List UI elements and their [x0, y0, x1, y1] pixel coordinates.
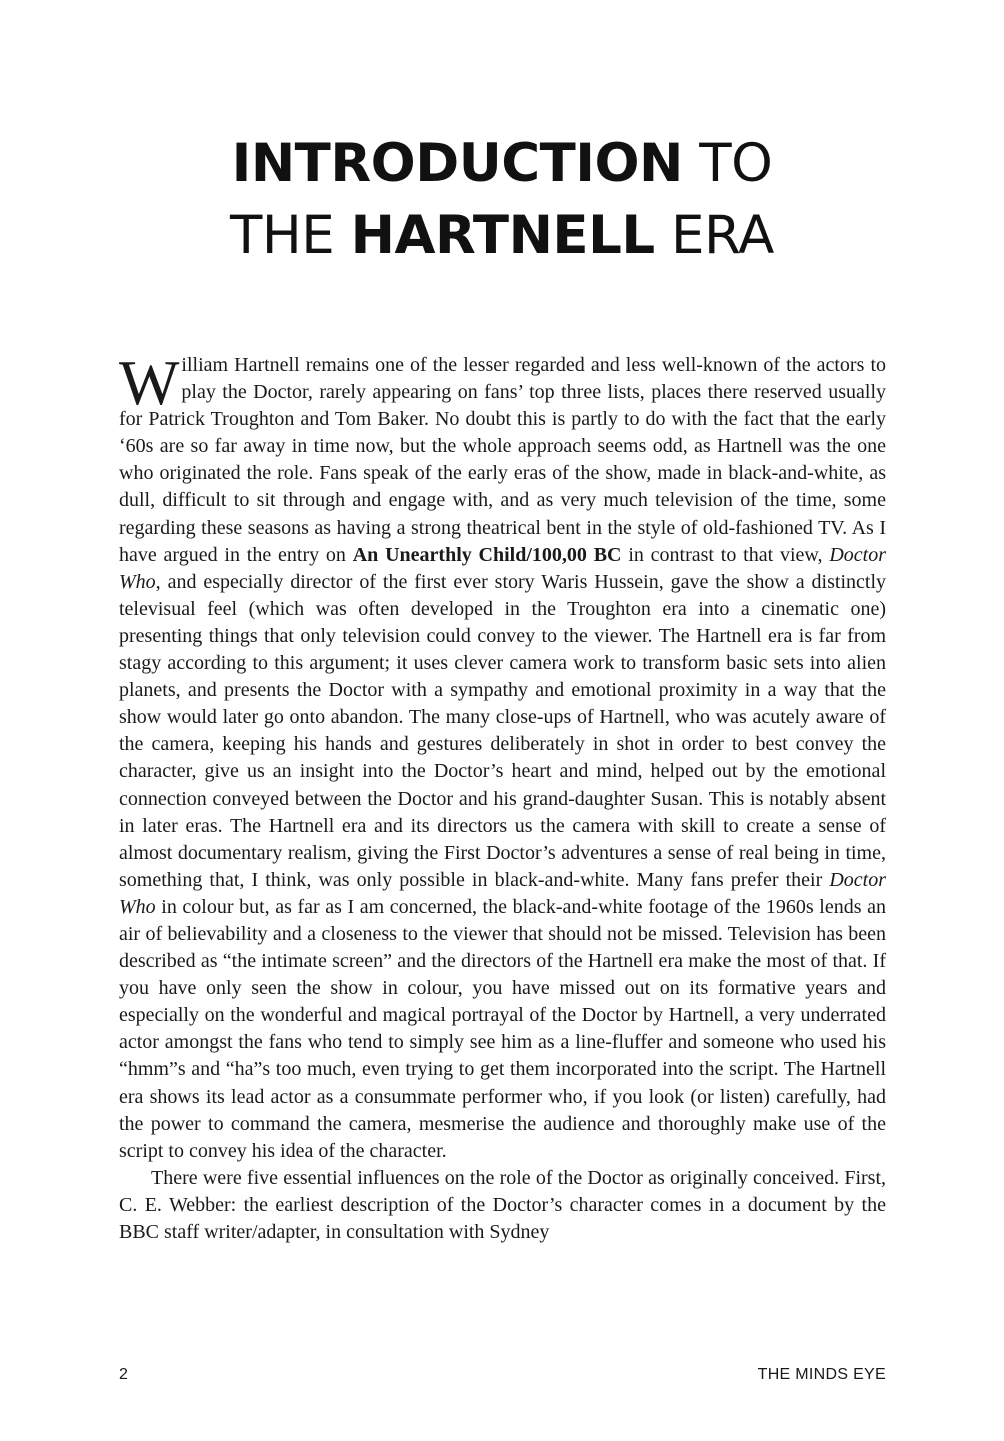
title-word-era: ERA [654, 205, 774, 266]
story-reference: An Unearthly Child/100,00 BC [352, 543, 622, 566]
chapter-title [0, 128, 1004, 272]
chapter-title-line-1 [0, 128, 1004, 200]
paragraph-1-text-b: in contrast to that view, [621, 543, 830, 566]
paragraph-2: There were five essential influences on the role of the Doctor as originally conceived. First, C. E. Webber: the earliest description of the Doctor’s character comes in a document by the BBC staff writer/adapter, in consultation with Sydney [119, 1166, 886, 1243]
body-text [119, 347, 887, 1246]
title-word-the: THE [230, 205, 351, 266]
page-number: 2 [119, 1366, 128, 1383]
paragraph-1-text-a: illiam Hartnell remains one of the lesser regarded and less well-known of the actors to play the Doctor, rarely appearing on fans’ top three lists, places there reserved usually for Patrick Troughton and Tom Baker. No doubt this is partly to do with the fact that the early ‘60s are so far away in time now, but the whole approach seems odd, as Hartnell was the one who originated the role. Fans speak of the early eras of the show, made in black-and-white, as dull, difficult to sit through and engage with, and as very much television of the time, some regarding these seasons as having a strong theatrical bent in the style of old-fashioned TV. As I have argued in the entry on [119, 354, 886, 566]
paragraph-1-text-d: in colour but, as far as I am concerned, the black-and-white footage of the 1960s lends an air of believability and a closeness to the viewer that should not be missed. Television has been described as “the intimate screen” and the directors of the Hartnell era make the most of that. If you have only seen the show in colour, you have missed out on its formative years and especially on the wonderful and magical portrayal of the Doctor by Hartnell, a very underrated actor amongst the fans who tend to simply see him as a line-fluffer and someone who used his “hmm”s and “ha”s too much, even trying to get them incorporated into the script. The Hartnell era shows its lead actor as a consummate performer who, if you look (or listen) carefully, had the power to command the camera, mesmerise the audience and thoroughly make use of the script to convey his idea of the character. [119, 895, 886, 1162]
show-title-italic-1: Doctor Who [119, 543, 887, 593]
running-title: THE MINDS EYE [757, 1366, 886, 1383]
title-word-hartnell: HARTNELL [350, 205, 655, 266]
title-word-introduction: INTRODUCTION [231, 133, 683, 194]
paragraph-1 [119, 347, 887, 1165]
drop-cap: W [119, 347, 180, 418]
show-title-italic-2: Doctor Who [119, 868, 886, 918]
paragraph-1-text-c: , and especially director of the first ever story Waris Hussein, gave the show a distinctly televisual feel (which was often developed in the Troughton era into a cinematic one) presenting things that only television could convey to the viewer. The Hartnell era is far from stagy according to this argument; it uses clever camera work to transform basic sets into alien planets, and presents the Doctor with a sympathy and emotional proximity in a way that the show would later go onto abandon. The many close-ups of Hartnell, who was acutely aware of the camera, keeping his hands and gestures deliberately in shot in order to best convey the character, give us an insight into the Doctor’s heart and mind, helped out by the emotional connection conveyed between the Doctor and his grand-daughter Susan. This is notably absent in later eras. The Hartnell era and its directors us the camera with skill to create a sense of almost documentary realism, giving the First Doctor’s adventures a sense of real being in time, something that, I think, was only possible in black-and-white. Many fans prefer their [119, 570, 886, 891]
title-word-to: TO [682, 133, 773, 194]
chapter-title-line-2 [0, 200, 1004, 272]
